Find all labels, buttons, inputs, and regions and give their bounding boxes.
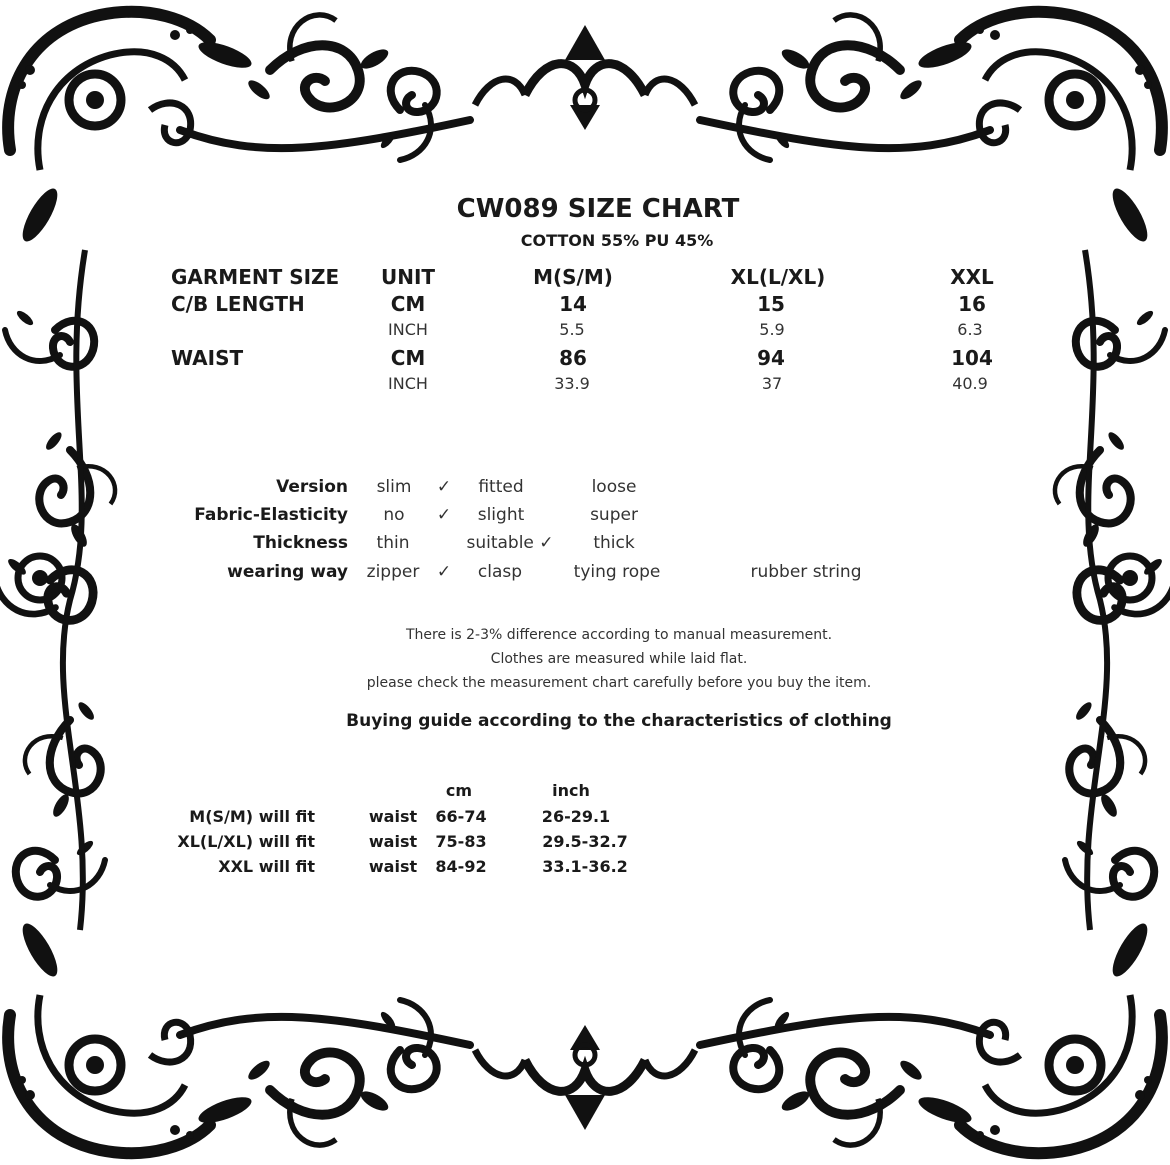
attr-option: rubber string <box>750 562 862 582</box>
table-cell: 37 <box>761 374 783 393</box>
attr-label-thickness: Thickness <box>253 533 348 553</box>
guide-row-cm: 66-74 <box>435 807 487 826</box>
attr-option: slim <box>376 477 412 497</box>
attr-option: clasp <box>477 562 523 582</box>
check-icon: ✓ <box>436 505 452 525</box>
table-cell: 94 <box>757 346 785 370</box>
table-cell: 5.9 <box>759 320 785 339</box>
row-unit: INCH <box>388 320 428 339</box>
guide-row-label: XXL will fit <box>218 857 315 876</box>
row-unit: CM <box>390 292 426 316</box>
page-title: CW089 SIZE CHART <box>456 194 740 224</box>
row-label-waist: WAIST <box>171 346 244 370</box>
guide-col-cm: cm <box>445 781 473 800</box>
check-icon: ✓ <box>436 562 452 582</box>
attr-option: loose <box>591 477 637 497</box>
guide-row-label: XL(L/XL) will fit <box>177 832 315 851</box>
table-cell: 16 <box>958 292 986 316</box>
guide-row-cm: 84-92 <box>435 857 487 876</box>
note-line: please check the measurement chart carefully before you buy the item. <box>366 675 872 691</box>
attr-option: no <box>383 505 405 525</box>
table-cell: 15 <box>757 292 785 316</box>
table-cell: 40.9 <box>952 374 988 393</box>
header-garment-size: GARMENT SIZE <box>171 265 340 289</box>
attr-option: tying rope <box>573 562 661 582</box>
attr-option: thick <box>593 533 635 553</box>
attr-label-wearing-way: wearing way <box>227 562 348 582</box>
table-cell: 33.9 <box>554 374 590 393</box>
table-cell: 86 <box>559 346 587 370</box>
guide-row-part: waist <box>368 832 418 851</box>
table-cell: 6.3 <box>957 320 983 339</box>
guide-row-inch: 29.5-32.7 <box>542 832 628 851</box>
attr-label-version: Version <box>276 477 348 497</box>
guide-row-inch: 26-29.1 <box>541 807 611 826</box>
row-unit: CM <box>390 346 426 370</box>
guide-row-part: waist <box>368 857 418 876</box>
header-size-xl: XL(L/XL) <box>730 265 826 289</box>
header-size-xxl: XXL <box>950 265 994 289</box>
guide-row-part: waist <box>368 807 418 826</box>
page-subtitle: COTTON 55% PU 45% <box>520 231 714 250</box>
attr-option: zipper <box>366 562 420 582</box>
header-unit: UNIT <box>380 265 436 289</box>
note-line: There is 2-3% difference according to manual measurement. <box>405 627 833 643</box>
attr-option: suitable ✓ <box>466 533 554 553</box>
table-cell: 5.5 <box>559 320 585 339</box>
guide-row-inch: 33.1-36.2 <box>542 857 628 876</box>
attr-option: super <box>590 505 638 525</box>
guide-row-label: M(S/M) will fit <box>189 807 315 826</box>
attr-option: slight <box>477 505 525 525</box>
note-line: Clothes are measured while laid flat. <box>490 651 748 667</box>
table-cell: 14 <box>559 292 587 316</box>
row-label-cb-length: C/B LENGTH <box>171 292 305 316</box>
table-cell: 104 <box>951 346 993 370</box>
attr-label-fabric-elasticity: Fabric-Elasticity <box>194 505 348 525</box>
attr-option: thin <box>376 533 410 553</box>
buying-guide-heading: Buying guide according to the characteristics of clothing <box>346 711 892 731</box>
header-size-m: M(S/M) <box>533 265 613 289</box>
row-unit: INCH <box>388 374 428 393</box>
attr-option: fitted <box>478 477 524 497</box>
check-icon: ✓ <box>436 477 452 497</box>
guide-col-inch: inch <box>552 781 590 800</box>
guide-row-cm: 75-83 <box>435 832 487 851</box>
